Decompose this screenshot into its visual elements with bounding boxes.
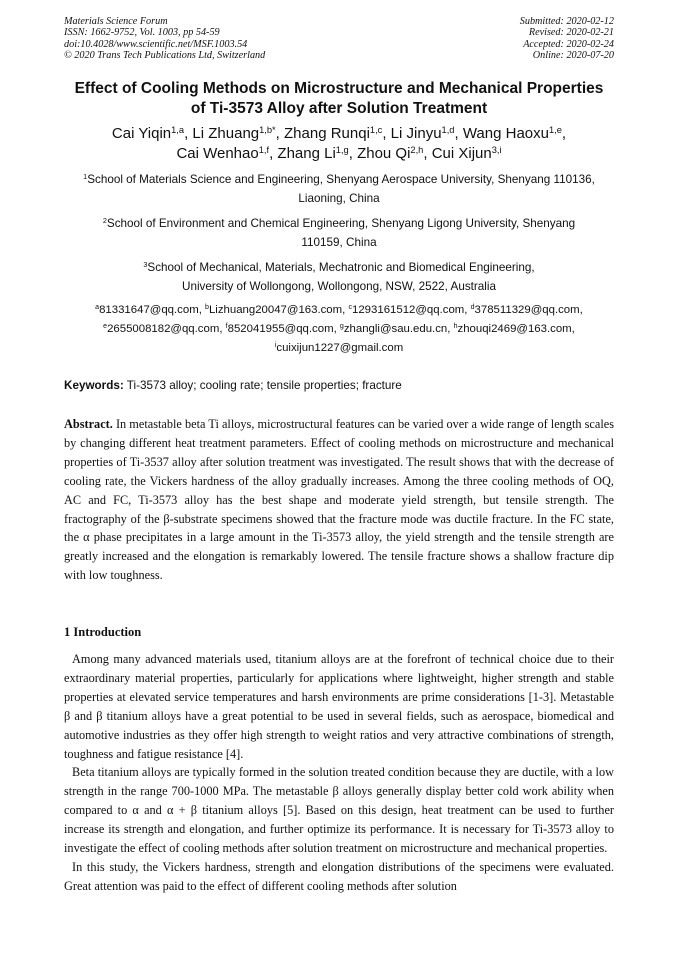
author-line-2 [40,144,638,164]
author: Cui Xijun$^{3,i}$ [431,144,502,162]
affiliation-3: $^3$School of Mechanical, Materials, Mechatronic and Biomedical Engineering, University of Wollongong, Wollongong, NSW, 2522, Australia [143,260,535,293]
online-date: Online: 2020-07-20 [532,50,614,62]
issn: ISSN: 1662-9752, Vol. 1003, pp 54-59 [64,27,220,39]
email-address[interactable]: $^e$2655008182@qq.com [103,323,220,336]
affiliation-1: $^1$School of Materials Science and Engineering, Shenyang Aerospace University, Shenyang 110136, Liaoning, China [83,172,595,205]
email-address[interactable]: $^b$Lizhuang20047@163.com [205,304,343,316]
email-line-2: $^e$2655008182@qq.com, $^f$852041955@qq.com, $^g$zhangli@sau.edu.cn, $^h$zhouqi2469@163.com, [103,323,575,336]
author: Zhou Qi$^{2,h}$, [357,144,432,162]
title-line-1: Effect of Cooling Methods on Microstructure and Mechanical Properties [74,80,604,97]
paragraph: Among many advanced materials used, titanium alloys are at the forefront of technical choice due to their extraordinary material properties, particularly for applications where lightweight, higher strength and stable properties at elevated service temperatures and harsh environments are prime considerations [1-3]. Metastable β and β titanium alloys have a great potential to be used in several fields, such as aerospace, biomedical and automotive industries as they offer high strength to weight ratios and very attractive combinations of strength, toughness and fatigue resistance [4]. [64,652,614,761]
keywords [64,378,614,394]
paper-title [50,79,628,118]
abstract-label: Abstract. [64,417,113,431]
email-line-3 [48,339,630,358]
affiliation-2: $^2$School of Environment and Chemical Engineering, Shenyang Ligong University, Shenyang 110159, China [102,216,576,249]
author-list [40,124,638,163]
copyright: © 2020 Trans Tech Publications Ltd, Switzerland [64,50,266,62]
email-address[interactable]: $^h$zhouqi2469@163.com [453,323,572,336]
author: Wang Haoxu$^{1,e}$, [462,124,567,142]
email-address[interactable]: $^a$81331647@qq.com [95,304,199,316]
keywords-label: Keywords: [64,379,124,392]
title-line-2: of Ti-3573 Alloy after Solution Treatment [190,99,488,117]
paragraph: In this study, the Vickers hardness, strength and elongation distributions of the specimens were evaluated. Great attention was paid to the effect of different cooling methods after solution [64,859,614,893]
keywords-text: Ti-3573 alloy; cooling rate; tensile properties; fracture [123,379,402,392]
email-address[interactable]: $^c$1293161512@qq.com [348,304,465,316]
author-line-1 [40,124,638,144]
email-line-1: $^a$81331647@qq.com, $^b$Lizhuang20047@163.com, $^c$1293161512@qq.com, $^d$378511329@qq.com, [95,304,583,316]
author: Cai Wenhao$^{1,f}$, [176,144,278,162]
doi: doi:10.4028/www.scientific.net/MSF.1003.54 [64,38,248,50]
abstract [64,415,614,585]
accepted-date: Accepted: 2020-02-24 [523,38,614,50]
author: Li Zhuang$^{1,b*}$, [192,124,285,142]
author: Cai Yiqin$^{1,a}$, [111,124,193,142]
abstract-text: In metastable beta Ti alloys, microstructural features can be varied over a wide range of length scales by changing different heat treatment parameters. Effect of cooling methods on microstructure and mechanical properties of Ti-3537 alloy after solution treatment was investigated. The result shows that with the decrease of cooling rate, the Vickers hardness of the alloy gradually increases. Among the three cooling methods of OQ, AC and FC, Ti-3573 alloy has the best shape and moderate yield strength, but tensile strength. The fractography of the β-substrate specimens showed that the fracture mode was ductile fracture. In the FC state, the α phase precipitates in a large amount in the Ti-3573 alloy, the yield strength and the tensile strength are greatly increased and the elongation is remarkably lowered. The tensile fracture shows a shallow fracture dip with low toughness. [64,417,614,583]
introduction-body [64,650,614,896]
journal-name: Materials Science Forum [64,16,168,27]
journal-info [64,16,265,62]
author: Zhang Runqi$^{1,c}$, [284,124,391,142]
email-address[interactable]: $^f$852041955@qq.com [225,323,334,336]
publication-dates [520,16,614,62]
author: Zhang Li$^{1,g}$, [277,144,358,162]
submitted-date: Submitted: 2020-02-12 [519,16,614,27]
email-list [48,301,630,359]
revised-date: Revised: 2020-02-21 [528,27,614,39]
section-heading-introduction: 1 Introduction [64,625,142,639]
email-address[interactable]: $^d$378511329@qq.com [470,304,580,316]
email-address[interactable]: $^i$cuixijun1227@gmail.com [274,342,404,355]
author: Li Jinyu$^{1,d}$, [390,124,463,142]
email-address[interactable]: $^g$zhangli@sau.edu.cn [339,323,448,336]
paragraph: Beta titanium alloys are typically formed in the solution treated condition because they are ductile, with a low strength in the range 700-1000 MPa. The metastable β alloys generally display better cold work ability when compared to α and α + β titanium alloys [5]. Based on this design, heat treatment can be used to further increase its strength and elongation, and further optimize its performance. It is necessary for Ti-3573 alloy to investigate the effect of cooling methods after solution treatment on microstructure and mechanical properties. [64,765,614,856]
